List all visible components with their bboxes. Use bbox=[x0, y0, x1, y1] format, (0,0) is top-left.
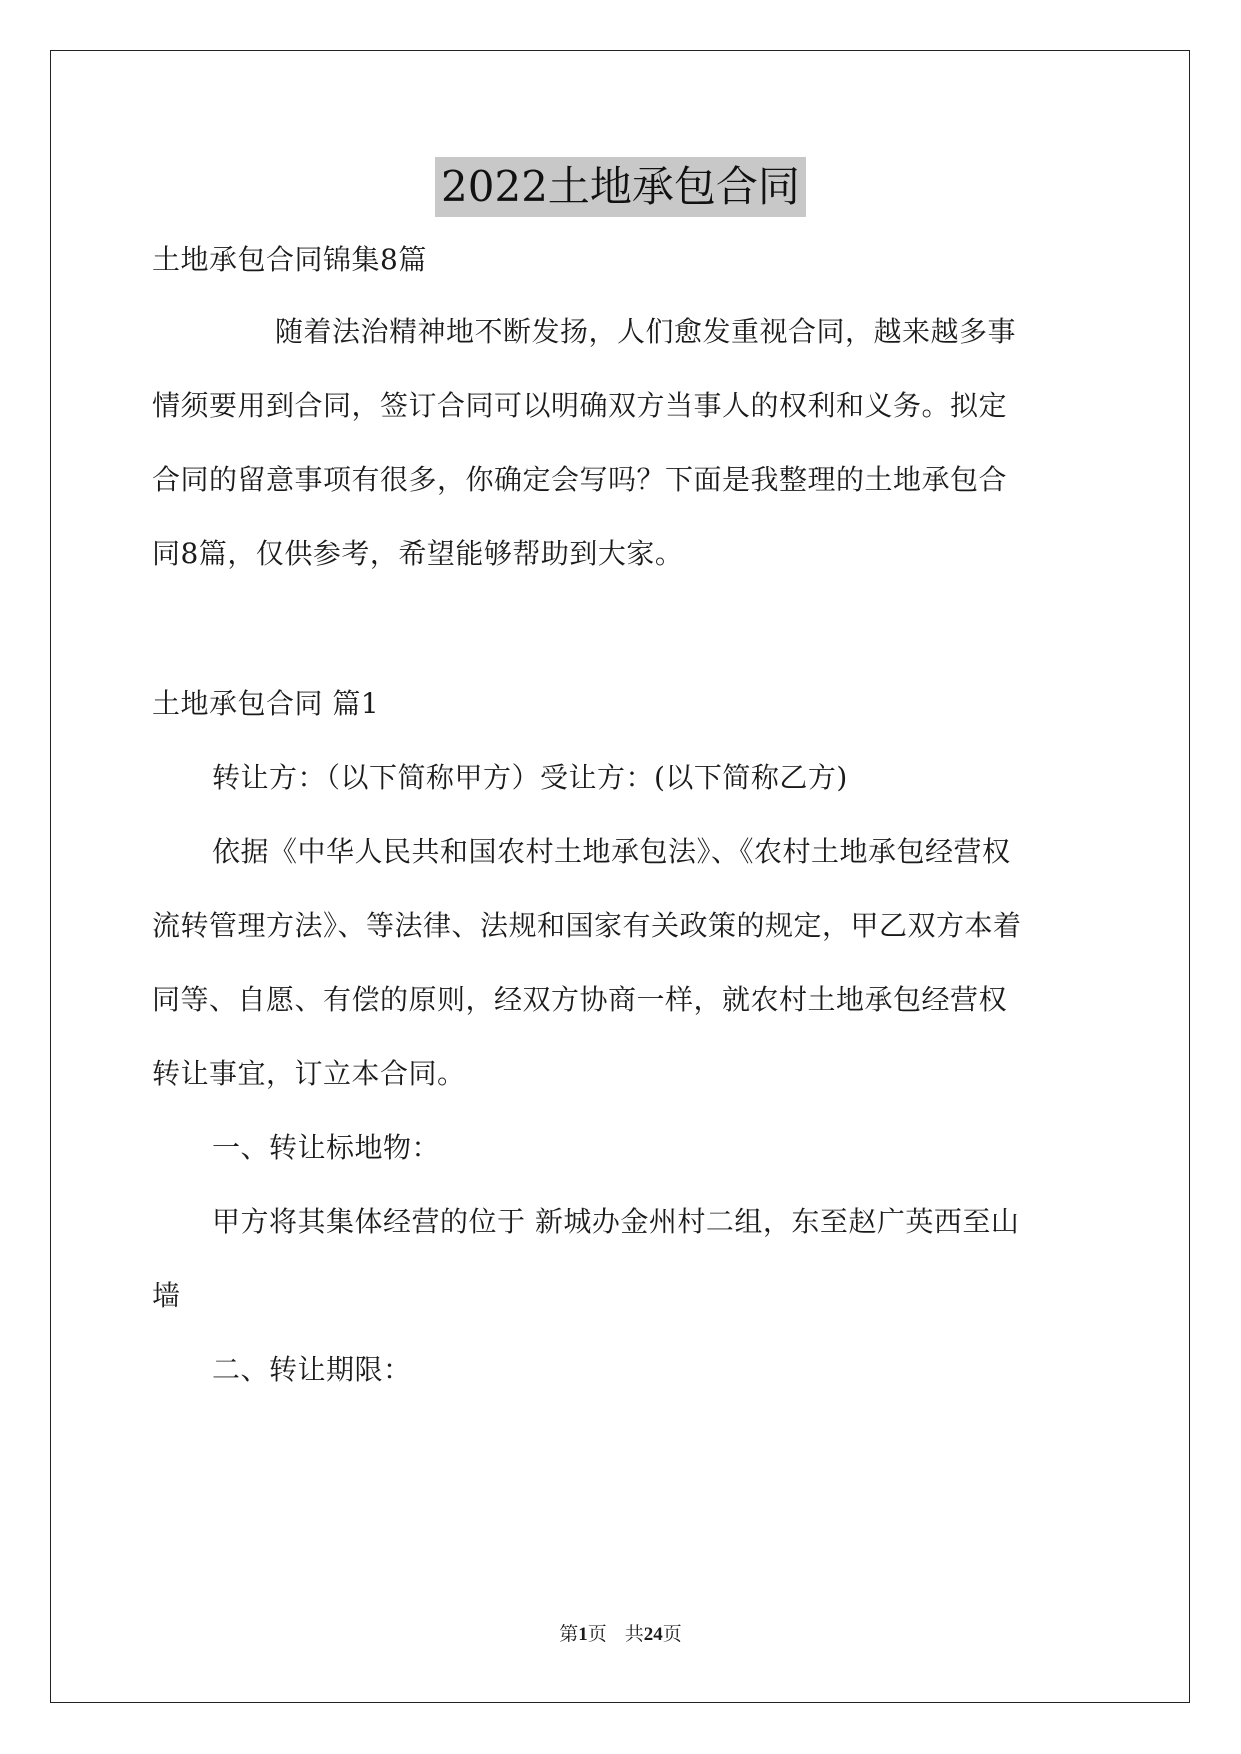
basis-line-1: 依据《中华人民共和国农村土地承包法》、《农村土地承包经营权 bbox=[212, 835, 1011, 868]
parties-line: 转让方：（以下简称甲方）受让方：(以下简称乙方) bbox=[212, 761, 848, 794]
section-heading: 土地承包合同 篇1 bbox=[152, 687, 380, 720]
footer-total-prefix: 共 bbox=[624, 1624, 644, 1645]
document-title: 2022土地承包合同 bbox=[435, 157, 806, 217]
footer-total-pages: 24 bbox=[643, 1624, 663, 1645]
basis-line-2: 流转管理方法》、等法律、法规和国家有关政策的规定，甲乙双方本着 bbox=[152, 909, 1022, 942]
clause1-heading: 一、转让标地物： bbox=[212, 1131, 441, 1164]
intro-line-1: 随着法治精神地不断发扬，人们愈发重视合同，越来越多事 bbox=[275, 315, 1017, 348]
footer-total-suffix: 页 bbox=[662, 1624, 682, 1645]
footer-prefix: 第 bbox=[559, 1624, 579, 1645]
clause1-line-1: 甲方将其集体经营的位于 新城办金州村二组，东至赵广英西至山 bbox=[212, 1205, 1020, 1238]
intro-line-2: 情须要用到合同，签订合同可以明确双方当事人的权利和义务。拟定 bbox=[152, 389, 1008, 422]
footer-page-number: 1 bbox=[578, 1624, 588, 1645]
clause2-heading: 二、转让期限： bbox=[212, 1353, 412, 1386]
basis-line-4: 转让事宜，订立本合同。 bbox=[152, 1057, 466, 1090]
title-container bbox=[0, 157, 1241, 217]
clause1-line-2: 墙 bbox=[152, 1279, 181, 1312]
page-border bbox=[50, 50, 1190, 1703]
page-footer bbox=[0, 1622, 1241, 1648]
intro-line-3: 合同的留意事项有很多，你确定会写吗？下面是我整理的土地承包合 bbox=[152, 463, 1008, 496]
intro-line-4: 同8篇，仅供参考，希望能够帮助到大家。 bbox=[152, 537, 684, 570]
basis-line-3: 同等、自愿、有偿的原则，经双方协商一样，就农村土地承包经营权 bbox=[152, 983, 1008, 1016]
document-subtitle: 土地承包合同锦集8篇 bbox=[152, 243, 427, 276]
footer-page-suffix: 页 bbox=[587, 1624, 607, 1645]
